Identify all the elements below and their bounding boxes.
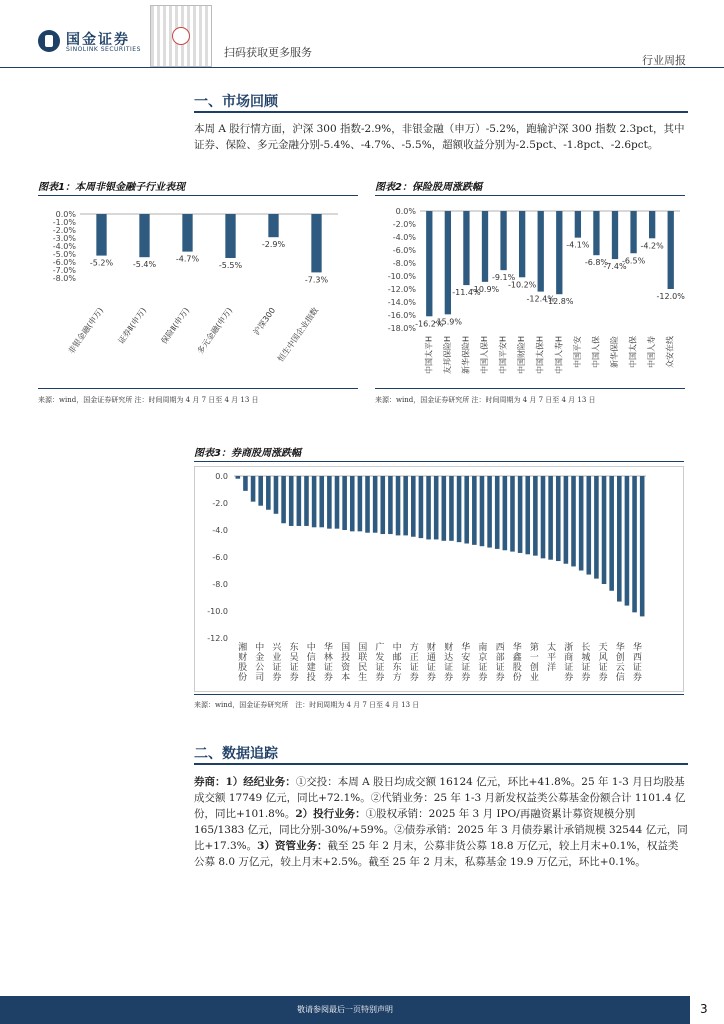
- fig1-source: 来源：wind，国金证券研究所 注：时间周期为 4 月 7 日至 4 月 13 日: [38, 396, 259, 404]
- bar: [640, 476, 645, 616]
- bar: [630, 211, 636, 253]
- bar: [625, 476, 630, 606]
- x-category-label: 华创云信: [615, 643, 625, 683]
- bar: [500, 211, 506, 270]
- data-label: -12.8%: [545, 297, 574, 307]
- data-label: -6.5%: [621, 256, 646, 266]
- y-tick-label: 0.0%: [395, 207, 416, 216]
- fig2-title: 图表2：保险股周涨跌幅: [375, 182, 482, 193]
- y-tick-label: -8.0%: [392, 259, 416, 268]
- y-tick-label: -4.0%: [52, 242, 76, 251]
- bar: [182, 214, 192, 252]
- data-label: -15.9%: [433, 317, 463, 327]
- x-category-label: 中国太保: [628, 336, 638, 368]
- bar: [139, 214, 149, 257]
- footer-disclaimer: 敬请参阅最后一页特别声明: [297, 1005, 393, 1014]
- bar: [380, 476, 385, 534]
- y-tick-label: -4.0: [212, 526, 228, 535]
- brokerage-text-1: ①交投：本周 A 股日均成交额 16124 亿元，环比+41.8%。25 年 1-3 月日均股基成交额 17749 亿元，同比+72.1%。②代销业务：25 年 1-3 月新发权益类公募基金份额合计 1101.4 亿份，同比+101.8%。: [194, 776, 686, 820]
- data-label: -5.2%: [89, 258, 114, 268]
- data-tracking-paragraph: [194, 774, 688, 870]
- bar: [358, 476, 363, 531]
- x-category-label: 沪深300: [251, 305, 278, 337]
- fig3-title-rule: [194, 461, 684, 462]
- bar: [449, 476, 454, 541]
- bar: [617, 476, 622, 602]
- bar: [564, 476, 569, 564]
- bar: [525, 476, 530, 554]
- page-number: 3: [700, 1002, 708, 1016]
- x-category-label: 证券Ⅱ(申万): [116, 305, 149, 346]
- bar: [297, 476, 302, 526]
- bar: [593, 211, 599, 255]
- x-category-label: 湘财股份: [238, 643, 248, 683]
- bar: [495, 476, 500, 549]
- brokerage-text-3: 截至 25 年 2 月末，公募非货公募 18.8 万亿元，较上月末+0.1%，权益类公募 8.0 万亿元，较上月末+2.5%。截至 25 年 2 月末，私募基金 19.9 万亿元，环比+0.1%。: [194, 840, 679, 868]
- brand-name: 国金证券: [66, 32, 130, 48]
- x-category-label: 西部证券: [495, 643, 505, 683]
- data-label: -10.2%: [507, 280, 537, 290]
- bar: [464, 476, 469, 544]
- bar: [463, 211, 469, 285]
- bar: [304, 476, 309, 526]
- bar: [556, 211, 562, 294]
- report-type: 行业周报: [642, 54, 686, 67]
- x-category-label: 中国平安: [572, 336, 582, 368]
- bar: [575, 211, 581, 238]
- bar: [472, 476, 477, 545]
- x-category-label: 中国人寿H: [554, 336, 564, 375]
- y-tick-label: -10.0: [207, 607, 228, 616]
- bar: [445, 211, 451, 314]
- bar: [268, 214, 278, 237]
- bar: [289, 476, 294, 526]
- bar: [411, 476, 416, 537]
- qr-center-icon: [172, 27, 190, 45]
- x-category-label: 中国人保: [591, 336, 601, 368]
- x-category-label: 中国太平H: [424, 336, 434, 375]
- bar: [579, 476, 584, 571]
- section-title-data-tracking: 二、数据追踪: [194, 746, 278, 762]
- bar: [281, 476, 286, 523]
- bar: [225, 214, 235, 258]
- x-category-label: 财达证券: [444, 643, 454, 683]
- fig2-title-rule: [375, 195, 685, 196]
- x-category-label: 中邮东方: [392, 643, 402, 683]
- brokerage-heading-2: 2）投行业务：: [295, 808, 366, 820]
- data-label: -4.2%: [640, 241, 664, 251]
- bar: [312, 476, 317, 527]
- y-tick-label: -5.0%: [52, 250, 76, 259]
- brand-logo-icon: [38, 30, 60, 52]
- bar: [602, 476, 607, 584]
- x-category-label: 多元金融(申万): [195, 305, 235, 356]
- x-category-label: 中信建投: [306, 643, 316, 683]
- bar: [533, 476, 538, 556]
- fig3-bottom-rule: [194, 694, 684, 695]
- data-label: -12.4%: [526, 294, 555, 304]
- fig3-source: 来源：wind，国金证券研究所 注：时间周期为 4 月 7 日至 4 月 13 日: [194, 701, 420, 709]
- x-category-label: 华鑫股份: [512, 643, 522, 683]
- data-label: -7.4%: [603, 262, 627, 272]
- bar: [632, 476, 637, 612]
- y-tick-label: -4.0%: [392, 233, 416, 242]
- fig1-title-rule: [38, 195, 358, 196]
- header-divider: [0, 67, 724, 68]
- y-tick-label: 0.0: [215, 472, 228, 481]
- bar: [594, 476, 599, 579]
- bar: [396, 476, 401, 535]
- bar: [548, 476, 553, 560]
- bar: [426, 476, 431, 539]
- x-category-label: 中国人寿: [647, 336, 657, 368]
- bar: [586, 476, 591, 575]
- data-label: -10.9%: [470, 284, 500, 294]
- bar: [518, 476, 523, 553]
- qr-caption: 扫码获取更多服务: [224, 46, 312, 59]
- fig1-bottom-rule: [38, 388, 358, 389]
- x-category-label: 财通证券: [426, 643, 436, 683]
- y-tick-label: -14.0%: [387, 298, 416, 307]
- x-category-label: 太平洋: [547, 643, 557, 673]
- bar: [327, 476, 332, 529]
- bar: [609, 476, 614, 591]
- x-category-label: 浙商证券: [564, 643, 574, 683]
- fig3-chart: [194, 466, 684, 692]
- bar: [319, 476, 324, 527]
- x-category-label: 恒生中国企业指数: [276, 305, 321, 364]
- bar: [350, 476, 355, 531]
- fig1-title: 图表1：本周非银金融子行业表现: [38, 182, 185, 193]
- data-label: -4.1%: [566, 240, 590, 250]
- market-review-paragraph: 本周 A 股行情方面，沪深 300 指数-2.9%，非银金融（申万）-5.2%，跑输沪深 300 指数 2.3pct，其中证券、保险、多元金融分别-5.4%、-4.7%、-5.5%，超额收益分别为-2.5pct、-1.8pct、-2.6pct。: [194, 123, 685, 151]
- x-category-label: 华安证券: [461, 643, 471, 683]
- data-label: -6.8%: [584, 258, 609, 268]
- bar: [510, 476, 515, 552]
- x-category-label: 中国太保H: [535, 336, 545, 375]
- bar: [426, 211, 432, 316]
- y-tick-label: -2.0%: [392, 220, 416, 229]
- bar: [649, 211, 655, 238]
- data-label: -7.3%: [304, 275, 329, 285]
- bar: [335, 476, 340, 529]
- y-tick-label: -1.0%: [52, 218, 76, 227]
- x-category-label: 友邦保险H: [442, 336, 452, 375]
- bar: [457, 476, 462, 542]
- y-tick-label: -6.0: [212, 553, 228, 562]
- y-tick-label: -18.0%: [387, 324, 416, 333]
- brokerage-text-2: ①股权承销：2025 年 3 月 IPO/再融资累计募资规模分别 165/1383 亿元，同比分别-30%/+59%。②债券承销：2025 年 3 月债券累计承销规模 32544 亿元，同比+17.3%。: [194, 808, 688, 852]
- bar: [342, 476, 347, 530]
- bar: [373, 476, 378, 533]
- bar: [419, 476, 424, 538]
- section-underline-2: [194, 763, 688, 765]
- x-category-label: 国联民生: [358, 643, 368, 683]
- fig2-bottom-rule: [375, 388, 685, 389]
- fig2-chart: [375, 200, 685, 385]
- bar: [612, 211, 618, 259]
- bar: [538, 211, 544, 292]
- data-label: -5.4%: [132, 260, 157, 270]
- bar: [311, 214, 321, 272]
- x-category-label: 中国平安H: [498, 336, 508, 375]
- bar: [388, 476, 393, 534]
- x-category-label: 中国人保H: [480, 336, 489, 375]
- bar: [556, 476, 561, 561]
- fig2-source: 来源：wind，国金证券研究所 注：时间周期为 4 月 7 日至 4 月 13 日: [375, 396, 596, 404]
- x-category-label: 广发证券: [375, 643, 385, 683]
- bar: [258, 476, 263, 506]
- data-label: -2.9%: [261, 240, 286, 250]
- bar: [480, 476, 485, 546]
- data-label: -4.7%: [175, 254, 200, 264]
- y-tick-label: -6.0%: [52, 258, 76, 267]
- bar: [519, 211, 525, 277]
- bar: [403, 476, 408, 535]
- x-category-label: 南京证券: [478, 643, 488, 683]
- y-tick-label: -7.0%: [52, 266, 76, 275]
- x-category-label: 方正证券: [409, 643, 419, 683]
- y-tick-label: -8.0: [212, 580, 228, 589]
- y-tick-label: -6.0%: [392, 246, 416, 255]
- bar: [487, 476, 492, 548]
- bar: [251, 476, 256, 502]
- x-category-label: 第一创业: [529, 643, 539, 683]
- data-label: -12.0%: [656, 292, 685, 301]
- bar: [482, 211, 488, 282]
- x-category-label: 中国财险H: [517, 336, 527, 375]
- x-category-label: 天风证券: [598, 643, 608, 683]
- bar: [266, 476, 271, 510]
- fig1-chart: [38, 200, 358, 385]
- fig3-title: 图表3：券商股周涨跌幅: [194, 448, 301, 459]
- x-category-label: 东吴证券: [289, 643, 299, 683]
- brokerage-heading-1: 1）经纪业务：: [225, 776, 296, 788]
- section-underline: [194, 111, 688, 113]
- y-tick-label: -12.0: [207, 634, 228, 643]
- bar: [541, 476, 546, 558]
- bar: [96, 214, 106, 256]
- y-tick-label: -2.0%: [52, 226, 76, 235]
- x-category-label: 长城证券: [581, 643, 591, 683]
- data-label: -9.1%: [491, 273, 516, 283]
- section-title-market-review: 一、市场回顾: [194, 94, 278, 110]
- y-tick-label: -3.0%: [52, 234, 76, 243]
- bar: [434, 476, 439, 539]
- bar: [365, 476, 370, 533]
- x-category-label: 非银金融(申万): [66, 305, 106, 356]
- x-category-label: 中金公司: [255, 643, 265, 683]
- bar: [571, 476, 576, 566]
- brokerage-lead: 券商：: [194, 776, 226, 788]
- y-tick-label: -2.0: [212, 499, 228, 508]
- y-tick-label: -10.0%: [387, 272, 416, 281]
- x-category-label: 新华保险: [610, 336, 619, 368]
- x-category-label: 国投资本: [341, 643, 351, 683]
- data-label: -11.4%: [452, 288, 481, 298]
- x-category-label: 保险Ⅱ(申万): [159, 305, 192, 346]
- bar: [236, 476, 241, 479]
- bar: [668, 211, 674, 289]
- y-tick-label: -8.0%: [52, 274, 76, 283]
- brokerage-heading-3: 3）资管业务：: [257, 840, 328, 852]
- data-label: -16.2%: [415, 319, 444, 329]
- bar: [274, 476, 279, 514]
- x-category-label: 华林证券: [323, 643, 333, 683]
- y-tick-label: -12.0%: [387, 285, 416, 294]
- bar: [442, 476, 447, 541]
- brand-name-en: SINOLINK SECURITIES: [66, 46, 141, 53]
- y-tick-label: -16.0%: [387, 311, 416, 320]
- data-label: -5.5%: [218, 261, 243, 270]
- x-category-label: 兴业证券: [272, 643, 282, 683]
- bar: [243, 476, 248, 491]
- x-category-label: 华西证券: [632, 643, 642, 683]
- bar: [503, 476, 508, 550]
- y-tick-label: 0.0%: [55, 210, 76, 219]
- x-category-label: 众安在线: [665, 336, 675, 368]
- x-category-label: 新华保险H: [461, 336, 471, 375]
